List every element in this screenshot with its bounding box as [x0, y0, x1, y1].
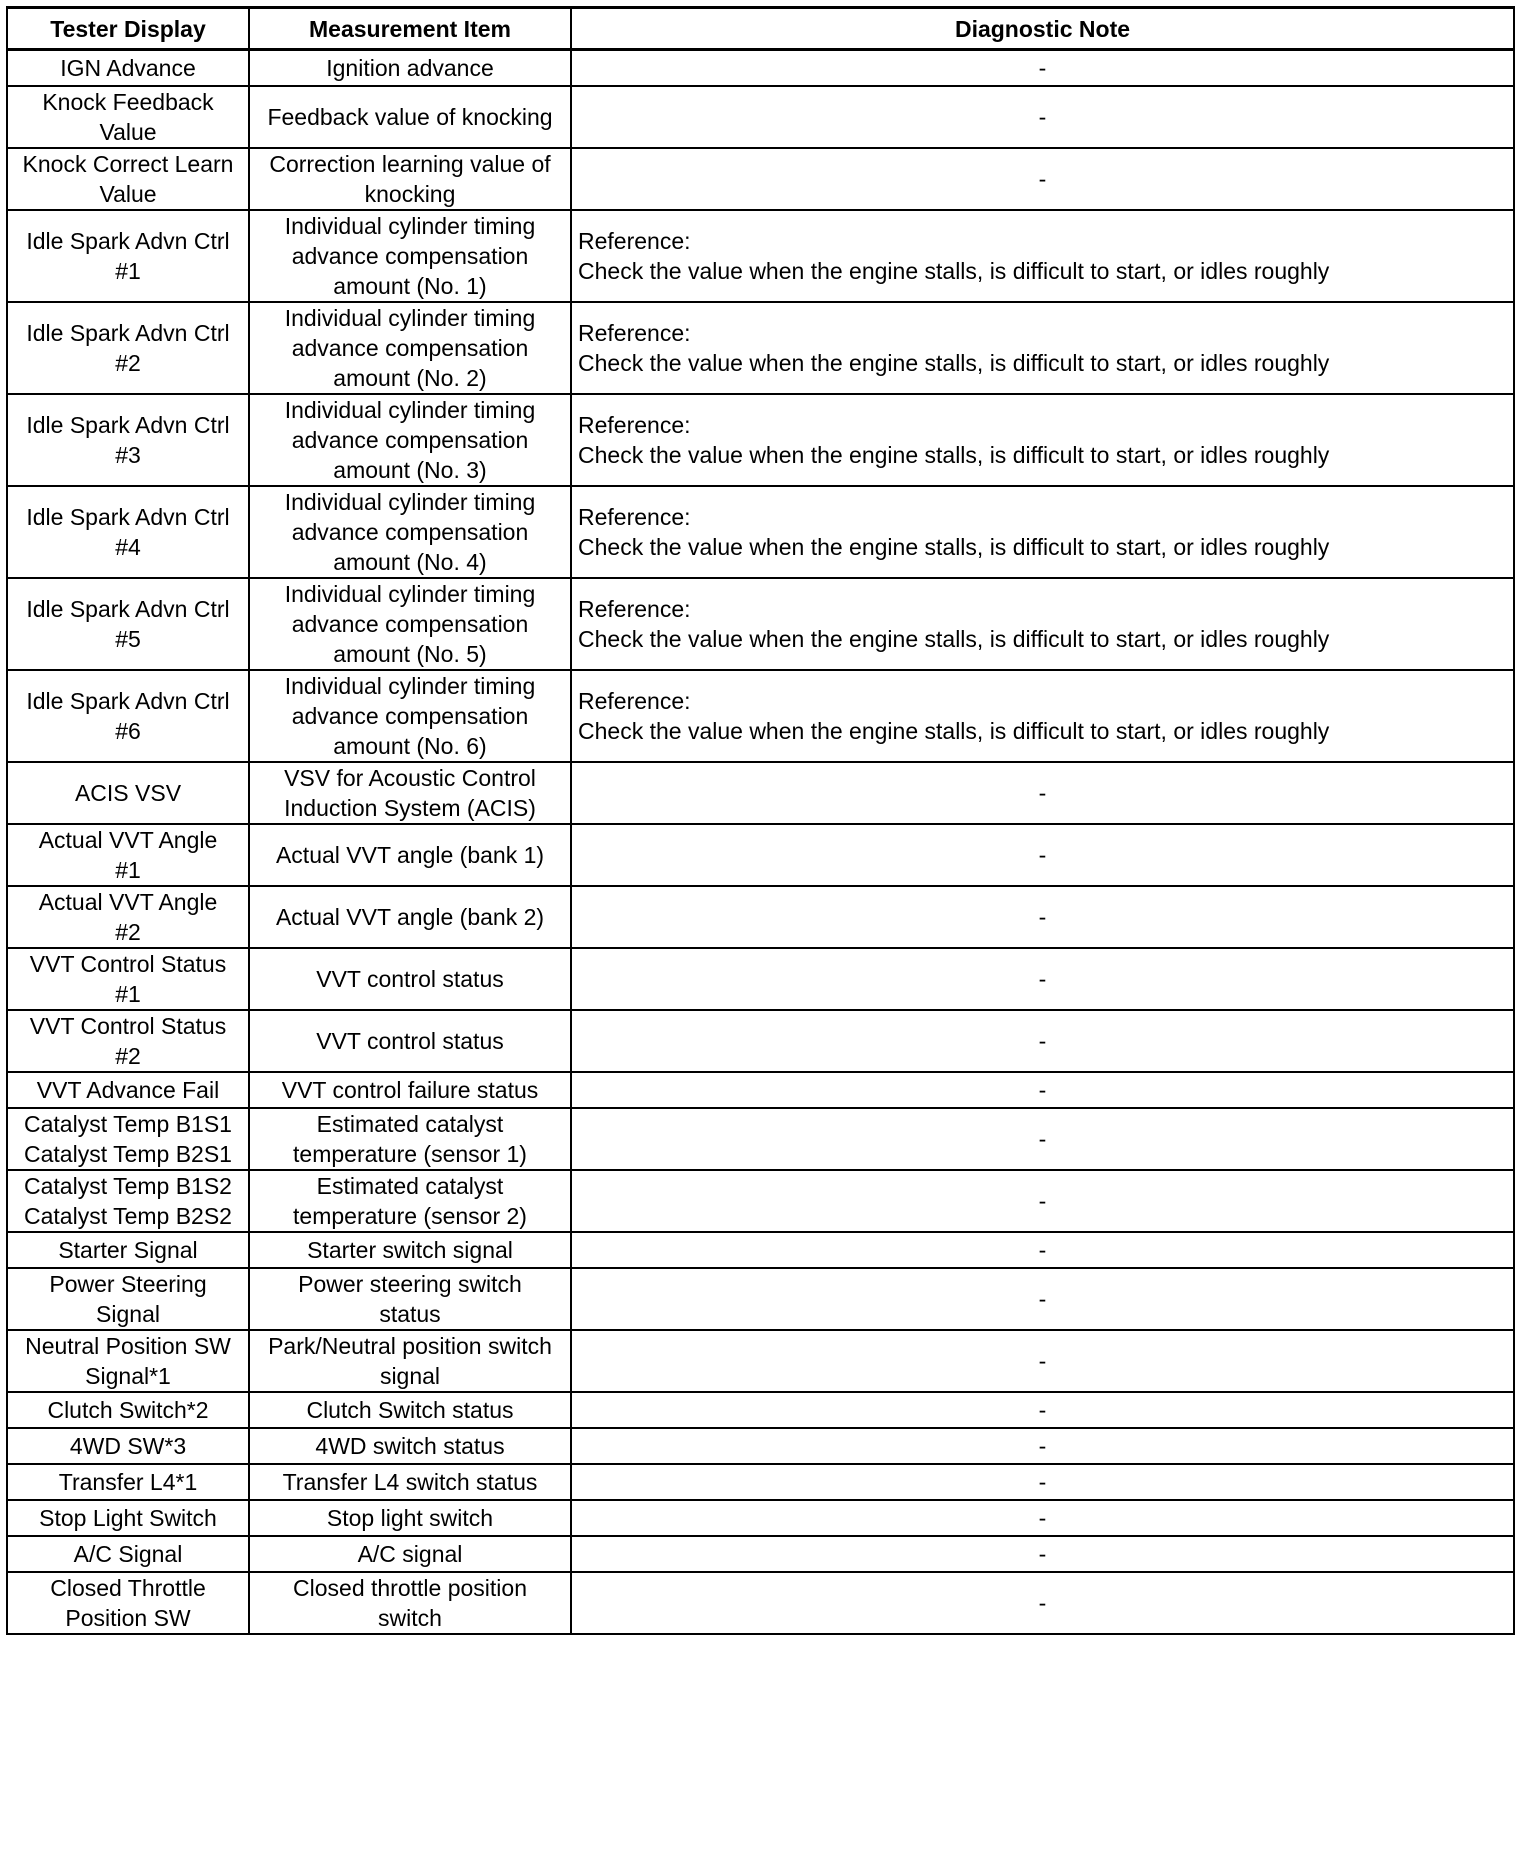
- diagnostic-note-cell: -: [571, 1536, 1514, 1572]
- tester-display-cell: Idle Spark Advn Ctrl #6: [7, 670, 249, 762]
- measurement-item-cell: Starter switch signal: [249, 1232, 571, 1268]
- table-row: [7, 762, 1514, 824]
- tester-display-cell: Idle Spark Advn Ctrl #3: [7, 394, 249, 486]
- tester-display-cell: 4WD SW*3: [7, 1428, 249, 1464]
- diagnostic-note-cell: -: [571, 86, 1514, 148]
- diagnostic-note-cell: -: [571, 1392, 1514, 1428]
- tester-display-cell: Transfer L4*1: [7, 1464, 249, 1500]
- tester-display-cell: Catalyst Temp B1S2 Catalyst Temp B2S2: [7, 1170, 249, 1232]
- table-row: [7, 1536, 1514, 1572]
- table-row: [7, 1170, 1514, 1232]
- diagnostic-note-cell: Reference: Check the value when the engine stalls, is difficult to start, or idles roughly: [571, 670, 1514, 762]
- tester-display-cell: VVT Advance Fail: [7, 1072, 249, 1108]
- tester-display-cell: Idle Spark Advn Ctrl #2: [7, 302, 249, 394]
- measurement-item-cell: Transfer L4 switch status: [249, 1464, 571, 1500]
- tester-display-cell: IGN Advance: [7, 50, 249, 86]
- table-row: [7, 1392, 1514, 1428]
- table-row: [7, 1072, 1514, 1108]
- table-row: [7, 824, 1514, 886]
- measurement-item-cell: A/C signal: [249, 1536, 571, 1572]
- measurement-item-cell: Individual cylinder timing advance compensation amount (No. 3): [249, 394, 571, 486]
- table-row: [7, 1330, 1514, 1392]
- table-row: [7, 1464, 1514, 1500]
- measurement-item-cell: 4WD switch status: [249, 1428, 571, 1464]
- table-row: [7, 948, 1514, 1010]
- measurement-item-cell: Clutch Switch status: [249, 1392, 571, 1428]
- diagnostic-note-cell: -: [571, 1330, 1514, 1392]
- measurement-item-cell: Park/Neutral position switch signal: [249, 1330, 571, 1392]
- diagnostic-note-cell: -: [571, 886, 1514, 948]
- tester-display-cell: Closed Throttle Position SW: [7, 1572, 249, 1634]
- diagnostic-note-cell: -: [571, 1572, 1514, 1634]
- diagnostic-note-cell: -: [571, 1464, 1514, 1500]
- tester-display-cell: Idle Spark Advn Ctrl #1: [7, 210, 249, 302]
- diagnostic-note-cell: Reference: Check the value when the engine stalls, is difficult to start, or idles roughly: [571, 486, 1514, 578]
- diagnostic-note-cell: Reference: Check the value when the engine stalls, is difficult to start, or idles roughly: [571, 394, 1514, 486]
- diagnostic-note-cell: -: [571, 762, 1514, 824]
- measurement-item-cell: Individual cylinder timing advance compensation amount (No. 1): [249, 210, 571, 302]
- diagnostic-note-cell: -: [571, 148, 1514, 210]
- table-row: [7, 210, 1514, 302]
- measurement-item-cell: VVT control status: [249, 948, 571, 1010]
- table-row: [7, 394, 1514, 486]
- diagnostic-note-cell: -: [571, 1010, 1514, 1072]
- table-row: [7, 578, 1514, 670]
- table-row: [7, 148, 1514, 210]
- measurement-item-cell: Individual cylinder timing advance compensation amount (No. 5): [249, 578, 571, 670]
- header-diagnostic-note: Diagnostic Note: [571, 8, 1514, 50]
- table-body: [7, 50, 1514, 1634]
- tester-display-cell: Stop Light Switch: [7, 1500, 249, 1536]
- table-row: [7, 670, 1514, 762]
- measurement-item-cell: Feedback value of knocking: [249, 86, 571, 148]
- measurement-item-cell: Estimated catalyst temperature (sensor 1): [249, 1108, 571, 1170]
- diagnostic-note-cell: -: [571, 824, 1514, 886]
- tester-display-cell: VVT Control Status #1: [7, 948, 249, 1010]
- tester-display-cell: Actual VVT Angle #2: [7, 886, 249, 948]
- measurement-item-cell: Individual cylinder timing advance compensation amount (No. 4): [249, 486, 571, 578]
- tester-display-cell: Clutch Switch*2: [7, 1392, 249, 1428]
- diagnostic-note-cell: -: [571, 1170, 1514, 1232]
- table-row: [7, 1232, 1514, 1268]
- measurement-item-cell: VVT control status: [249, 1010, 571, 1072]
- diagnostic-note-cell: Reference: Check the value when the engine stalls, is difficult to start, or idles roughly: [571, 578, 1514, 670]
- diagnostic-note-cell: -: [571, 1428, 1514, 1464]
- measurement-item-cell: Individual cylinder timing advance compensation amount (No. 6): [249, 670, 571, 762]
- measurement-item-cell: Actual VVT angle (bank 2): [249, 886, 571, 948]
- measurement-item-cell: VSV for Acoustic Control Induction System (ACIS): [249, 762, 571, 824]
- tester-display-cell: Starter Signal: [7, 1232, 249, 1268]
- diagnostic-note-cell: -: [571, 1268, 1514, 1330]
- header-tester-display: Tester Display: [7, 8, 249, 50]
- table-row: [7, 1268, 1514, 1330]
- header-measurement-item: Measurement Item: [249, 8, 571, 50]
- tester-display-cell: VVT Control Status #2: [7, 1010, 249, 1072]
- measurement-item-cell: Estimated catalyst temperature (sensor 2): [249, 1170, 571, 1232]
- diagnostic-table: [6, 6, 1515, 1635]
- measurement-item-cell: Actual VVT angle (bank 1): [249, 824, 571, 886]
- tester-display-cell: Knock Feedback Value: [7, 86, 249, 148]
- table-row: [7, 1572, 1514, 1634]
- diagnostic-note-cell: -: [571, 1072, 1514, 1108]
- tester-display-cell: Neutral Position SW Signal*1: [7, 1330, 249, 1392]
- table-row: [7, 86, 1514, 148]
- measurement-item-cell: Closed throttle position switch: [249, 1572, 571, 1634]
- table-row: [7, 302, 1514, 394]
- diagnostic-note-cell: Reference: Check the value when the engine stalls, is difficult to start, or idles roughly: [571, 210, 1514, 302]
- measurement-item-cell: VVT control failure status: [249, 1072, 571, 1108]
- table-header: [7, 8, 1514, 50]
- diagnostic-note-cell: -: [571, 1108, 1514, 1170]
- table-row: [7, 486, 1514, 578]
- diagnostic-note-cell: Reference: Check the value when the engine stalls, is difficult to start, or idles roughly: [571, 302, 1514, 394]
- tester-display-cell: Power Steering Signal: [7, 1268, 249, 1330]
- measurement-item-cell: Power steering switch status: [249, 1268, 571, 1330]
- table-row: [7, 1108, 1514, 1170]
- table-row: [7, 50, 1514, 86]
- measurement-item-cell: Stop light switch: [249, 1500, 571, 1536]
- diagnostic-note-cell: -: [571, 948, 1514, 1010]
- tester-display-cell: Idle Spark Advn Ctrl #4: [7, 486, 249, 578]
- tester-display-cell: Idle Spark Advn Ctrl #5: [7, 578, 249, 670]
- table-row: [7, 1428, 1514, 1464]
- diagnostic-note-cell: -: [571, 1500, 1514, 1536]
- header-row: [7, 8, 1514, 50]
- tester-display-cell: Knock Correct Learn Value: [7, 148, 249, 210]
- tester-display-cell: Catalyst Temp B1S1 Catalyst Temp B2S1: [7, 1108, 249, 1170]
- measurement-item-cell: Correction learning value of knocking: [249, 148, 571, 210]
- diagnostic-note-cell: -: [571, 50, 1514, 86]
- measurement-item-cell: Ignition advance: [249, 50, 571, 86]
- document-page: [6, 6, 1513, 1635]
- measurement-item-cell: Individual cylinder timing advance compensation amount (No. 2): [249, 302, 571, 394]
- tester-display-cell: A/C Signal: [7, 1536, 249, 1572]
- table-row: [7, 1500, 1514, 1536]
- tester-display-cell: Actual VVT Angle #1: [7, 824, 249, 886]
- table-row: [7, 886, 1514, 948]
- table-row: [7, 1010, 1514, 1072]
- tester-display-cell: ACIS VSV: [7, 762, 249, 824]
- diagnostic-note-cell: -: [571, 1232, 1514, 1268]
